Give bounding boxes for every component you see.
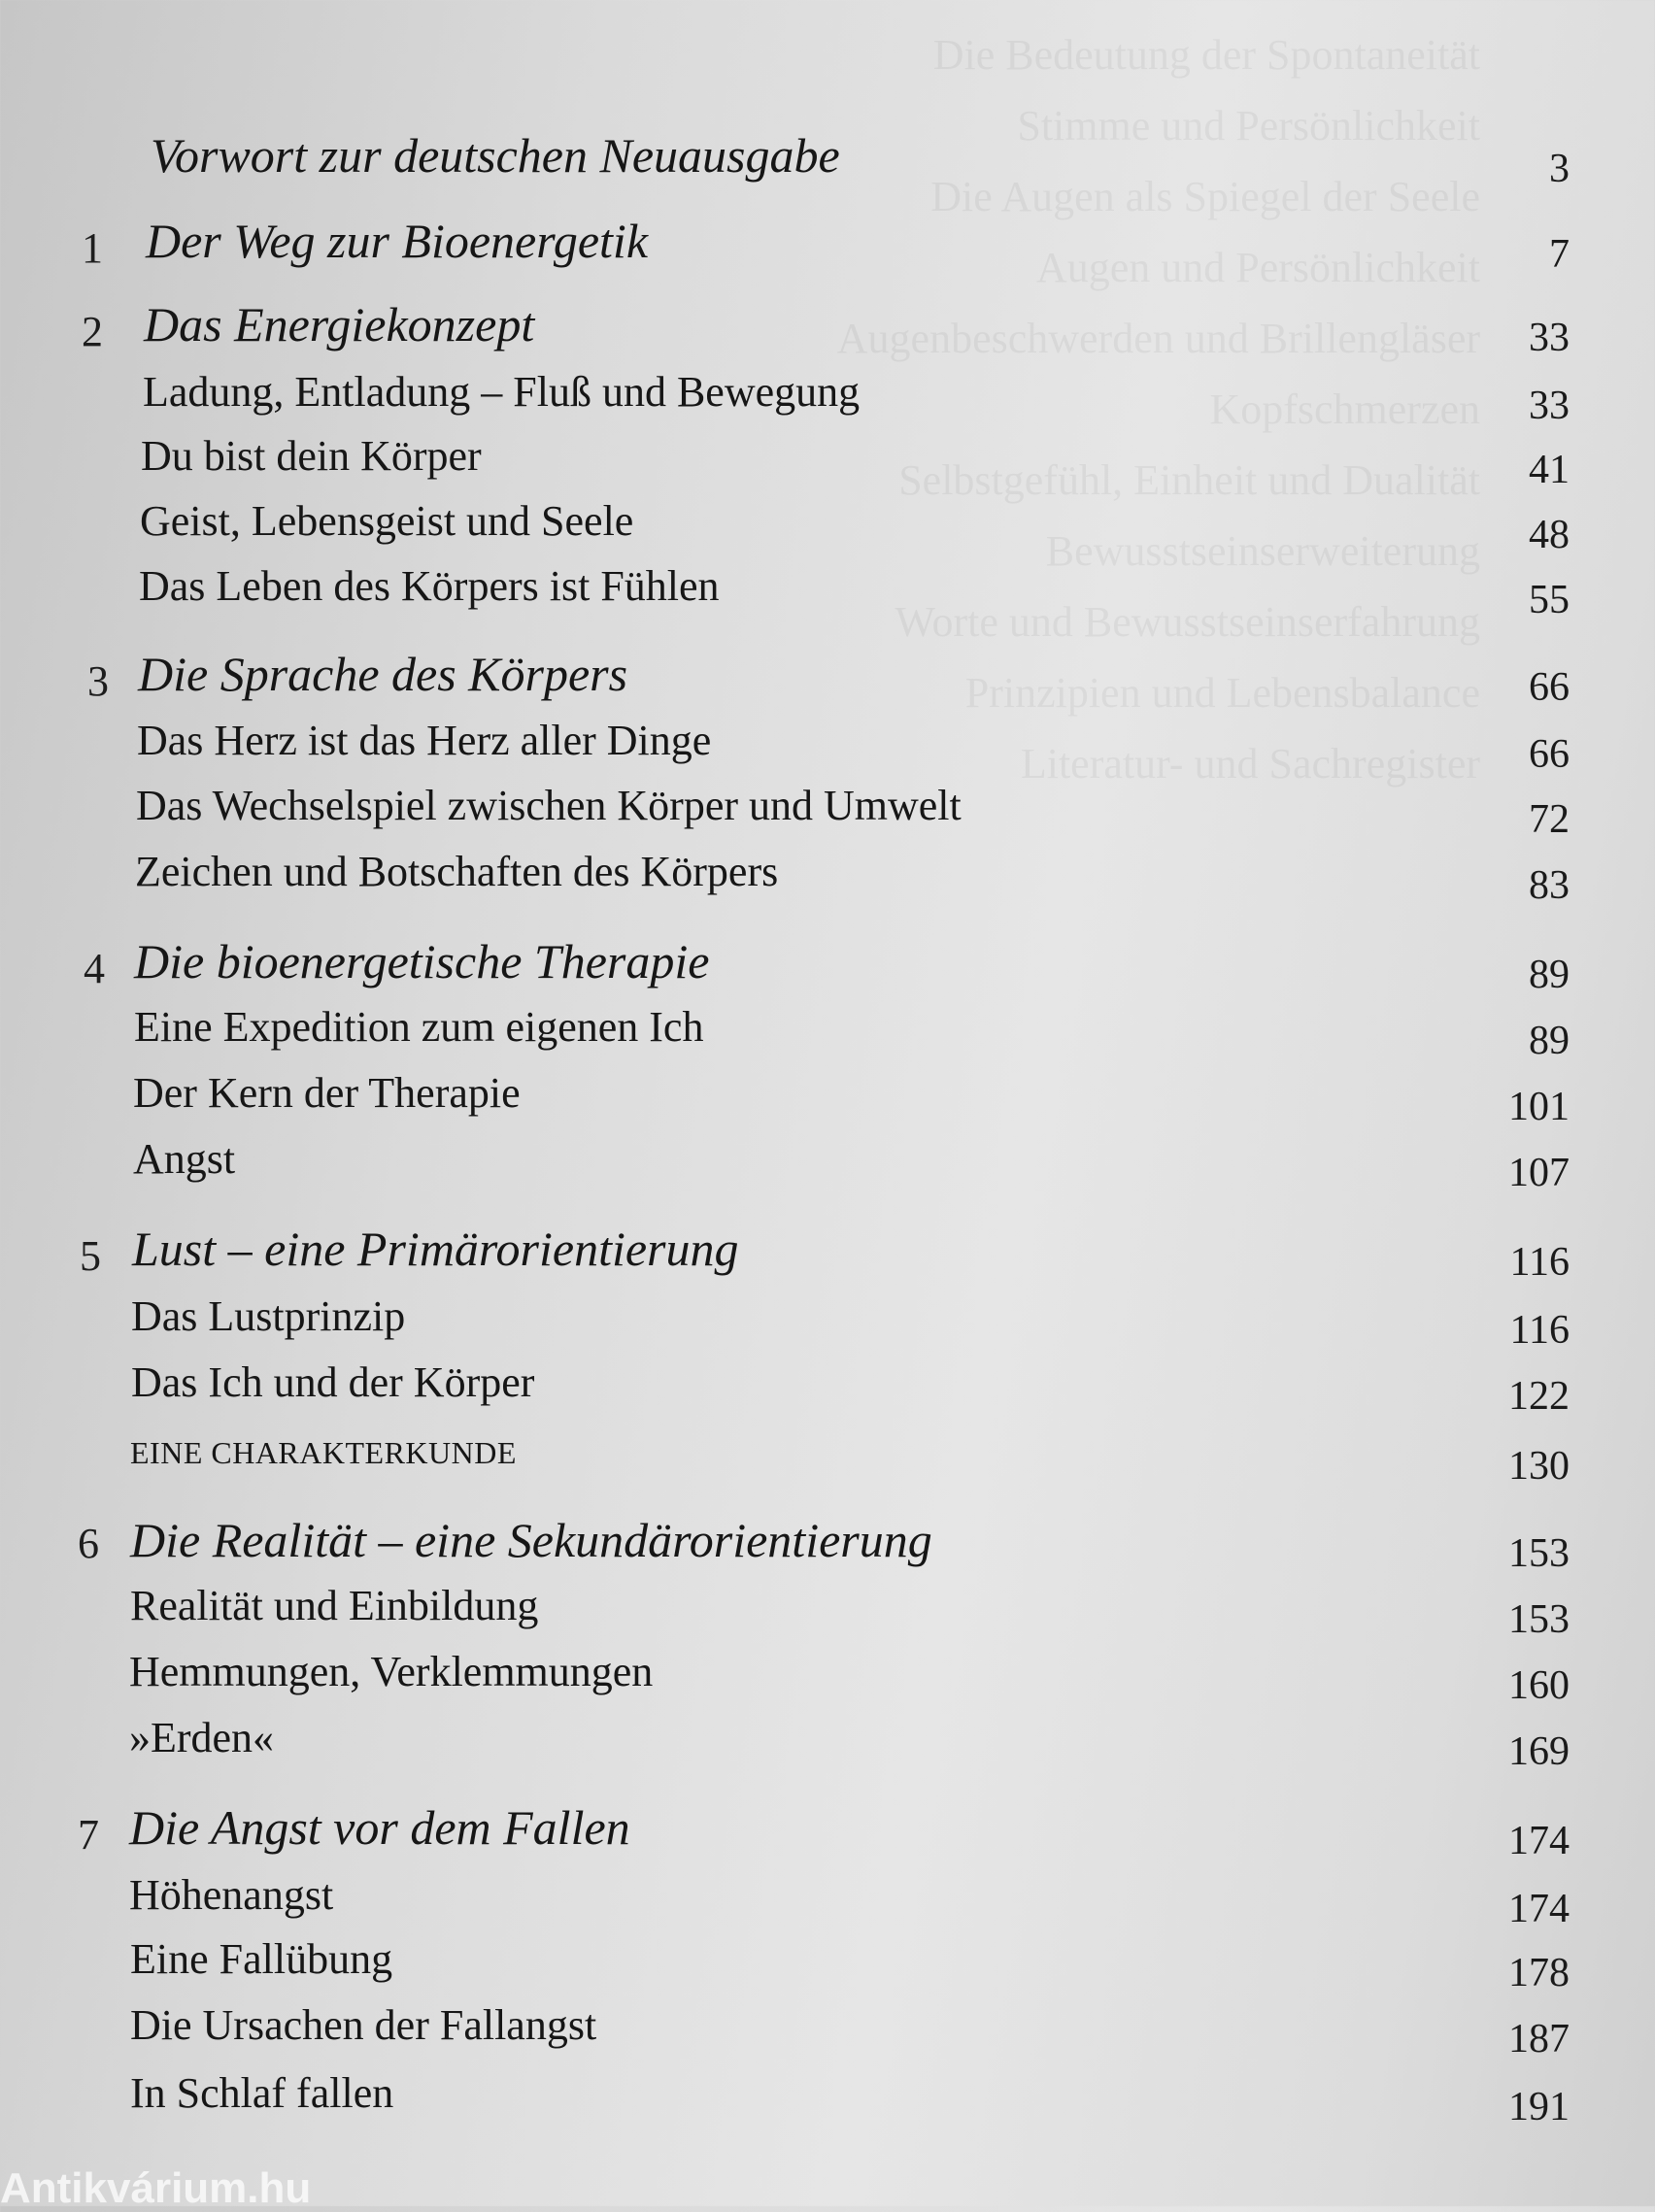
page-number: 107	[1508, 1151, 1570, 1195]
entry-title: Lust – eine Primärorientierung	[132, 1222, 739, 1276]
page-number: 174	[1508, 1887, 1570, 1931]
toc-entry-chapter	[0, 1511, 1655, 1576]
entry-title: Das Herz ist das Herz aller Dinge	[137, 717, 712, 764]
show-through-line: Augenbeschwerden und Brillengläser	[836, 315, 1480, 362]
toc-entry-section	[0, 1643, 1655, 1708]
page-number: 130	[1508, 1444, 1570, 1489]
toc-entry-section	[0, 998, 1655, 1063]
page-number: 89	[1529, 953, 1570, 997]
entry-title: Höhenangst	[129, 1871, 334, 1919]
chapter-number: 7	[78, 1811, 99, 1859]
entry-title: Geist, Lebensgeist und Seele	[140, 497, 634, 545]
entry-title: Hemmungen, Verklemmungen	[129, 1648, 654, 1695]
toc-entry-section	[0, 1709, 1655, 1774]
toc-entry-chapter	[0, 295, 1655, 360]
show-through-line: Literatur- und Sachregister	[1020, 740, 1480, 788]
toc-entry-foreword	[0, 126, 1655, 191]
page-number: 153	[1508, 1531, 1570, 1576]
entry-title: Eine Fallübung	[130, 1935, 393, 1983]
toc-entry-chapter	[0, 212, 1655, 277]
show-through-line: Stimme und Persönlichkeit	[1017, 102, 1480, 150]
toc-entry-section	[0, 1130, 1655, 1195]
page-number: 101	[1508, 1085, 1570, 1129]
watermark: Antikvárium.hu	[0, 2164, 312, 2212]
toc-entry-section	[0, 363, 1655, 428]
page-number: 72	[1529, 797, 1570, 842]
show-through-line: Prinzipien und Lebensbalance	[964, 669, 1480, 717]
page-number: 178	[1508, 1951, 1570, 1995]
page-number: 33	[1529, 316, 1570, 360]
entry-title: In Schlaf fallen	[130, 2069, 394, 2117]
toc-entry-section	[0, 1577, 1655, 1642]
show-through-line: Augen und Persönlichkeit	[1035, 244, 1480, 291]
page-number: 169	[1508, 1729, 1570, 1774]
show-through-line: Bewusstseinserweiterung	[1045, 527, 1480, 575]
chapter-number: 3	[87, 657, 109, 705]
toc-entry-section	[0, 427, 1655, 492]
entry-title: Die Ursachen der Fallangst	[130, 2001, 597, 2049]
entry-title: Das Ich und der Körper	[131, 1358, 535, 1406]
toc-entry-section	[0, 712, 1655, 777]
page-number: 191	[1508, 2085, 1570, 2129]
page-number: 122	[1508, 1374, 1570, 1419]
chapter-number: 4	[84, 945, 105, 992]
page-number: 153	[1508, 1597, 1570, 1642]
page-number: 174	[1508, 1819, 1570, 1863]
entry-title: Vorwort zur deutschen Neuausgabe	[151, 128, 840, 183]
toc-entry-chapter	[0, 645, 1655, 710]
page-number: 89	[1529, 1019, 1570, 1063]
page-number: 7	[1549, 232, 1570, 277]
chapter-number: 1	[82, 224, 103, 272]
toc-entry-chapter	[0, 932, 1655, 997]
page-number: 187	[1508, 2017, 1570, 2061]
entry-title: »Erden«	[129, 1714, 275, 1761]
entry-title: Du bist dein Körper	[141, 432, 482, 480]
toc-entry-section	[0, 1288, 1655, 1353]
entry-title: Zeichen und Botschaften des Körpers	[135, 848, 779, 895]
toc-entry-chapter	[0, 1220, 1655, 1285]
toc-entry-section	[0, 2064, 1655, 2129]
chapter-number: 5	[80, 1232, 101, 1280]
entry-title: Ladung, Entladung – Fluß und Bewegung	[143, 368, 861, 416]
page-number: 33	[1529, 384, 1570, 428]
entry-title: Das Lustprinzip	[131, 1292, 406, 1340]
page-number: 3	[1549, 147, 1570, 191]
toc-entry-part	[0, 1424, 1655, 1489]
toc-entry-section	[0, 1354, 1655, 1419]
toc-entry-section	[0, 492, 1655, 557]
entry-title: Angst	[133, 1135, 236, 1183]
chapter-number: 6	[78, 1520, 99, 1567]
entry-title: Realität und Einbildung	[130, 1582, 539, 1629]
show-through-line: Die Augen als Spiegel der Seele	[930, 173, 1480, 220]
page-number: 83	[1529, 863, 1570, 908]
entry-title: Das Energiekonzept	[144, 297, 535, 352]
show-through-line: Selbstgefühl, Einheit und Dualität	[898, 456, 1480, 504]
toc-entry-section	[0, 777, 1655, 842]
page-number: 66	[1529, 732, 1570, 777]
page-number: 66	[1529, 665, 1570, 710]
entry-title: Der Weg zur Bioenergetik	[146, 214, 649, 268]
show-through-line: Die Bedeutung der Spontaneität	[932, 31, 1480, 79]
toc-entry-section	[0, 1996, 1655, 2061]
toc-entry-section	[0, 1930, 1655, 1995]
page-number: 116	[1509, 1240, 1570, 1285]
page-number: 160	[1508, 1663, 1570, 1708]
entry-title: Die Angst vor dem Fallen	[129, 1800, 630, 1855]
page-number: 41	[1529, 448, 1570, 492]
entry-title: Die bioenergetische Therapie	[134, 934, 710, 989]
entry-title: Der Kern der Therapie	[133, 1069, 521, 1117]
show-through-line: Worte und Bewusstseinserfahrung	[895, 598, 1480, 646]
toc-entry-section	[0, 1064, 1655, 1129]
entry-title: Eine Expedition zum eigenen Ich	[134, 1003, 704, 1051]
entry-title: EINE CHARAKTERKUNDE	[130, 1435, 517, 1470]
entry-title: Das Leben des Körpers ist Fühlen	[139, 562, 720, 610]
page-number: 48	[1529, 513, 1570, 557]
show-through-line: Kopfschmerzen	[1209, 385, 1480, 433]
entry-title: Das Wechselspiel zwischen Körper und Umwelt	[136, 782, 962, 829]
toc-entry-section	[0, 1866, 1655, 1931]
chapter-number: 2	[82, 308, 103, 355]
page-number: 55	[1529, 578, 1570, 622]
page-number: 116	[1509, 1308, 1570, 1353]
entry-title: Die Sprache des Körpers	[138, 647, 628, 701]
toc-entry-section	[0, 843, 1655, 908]
toc-entry-chapter	[0, 1798, 1655, 1863]
entry-title: Die Realität – eine Sekundärorientierung	[130, 1513, 932, 1567]
